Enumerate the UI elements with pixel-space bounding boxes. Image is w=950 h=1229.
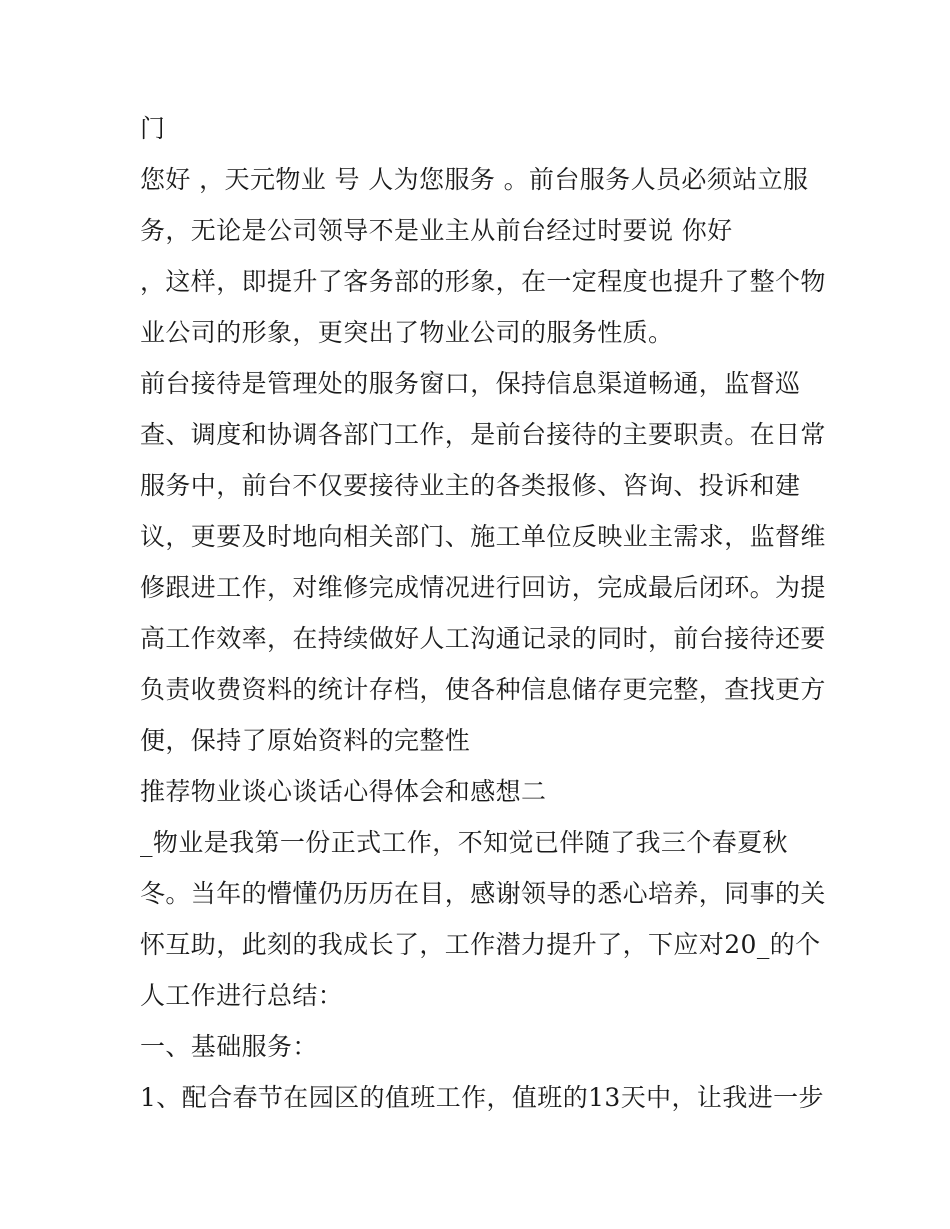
text-line: 冬。当年的懵懂仍历历在目，感谢领导的悉心培养，同事的关 <box>140 879 826 908</box>
subsection-heading: 一、基础服务： <box>140 1032 318 1061</box>
text-line: 高工作效率，在持续做好人工沟通记录的同时，前台接待还要 <box>140 624 826 653</box>
text-line: 便，保持了原始资料的完整性 <box>140 726 471 755</box>
text-line: 负责收费资料的统计存档，使各种信息储存更完整，查找更方 <box>140 675 826 704</box>
list-item: 1、配合春节在园区的值班工作，值班的13天中，让我进一步 <box>140 1083 824 1112</box>
text-line: ，这样，即提升了客务部的形象，在一定程度也提升了整个物 <box>140 267 826 296</box>
text-line: 修跟进工作，对维修完成情况进行回访，完成最后闭环。为提 <box>140 573 826 602</box>
text-line: 议，更要及时地向相关部门、施工单位反映业主需求，监督维 <box>140 522 826 551</box>
text-line: 怀互助，此刻的我成长了，工作潜力提升了，下应对20_的个 <box>140 930 821 959</box>
text-line: 门 <box>140 114 166 143</box>
text-line: 业公司的形象，更突出了物业公司的服务性质。 <box>140 318 674 347</box>
text-line: 服务中，前台不仅要接待业主的各类报修、咨询、投诉和建 <box>140 471 801 500</box>
text-line: 您好 ，天元物业 号 人为您服务 。前台服务人员必须站立服 <box>140 165 809 194</box>
text-line: 查、调度和协调各部门工作，是前台接待的主要职责。在日常 <box>140 420 826 449</box>
text-line: _物业是我第一份正式工作，不知觉已伴随了我三个春夏秋 <box>140 828 788 857</box>
text-line: 务，无论是公司领导不是业主从前台经过时要说 你好 <box>140 216 733 245</box>
text-line: 人工作进行总结： <box>140 981 344 1010</box>
text-line: 前台接待是管理处的服务窗口，保持信息渠道畅通，监督巡 <box>140 369 801 398</box>
section-heading: 推荐物业谈心谈话心得体会和感想二 <box>140 777 547 806</box>
